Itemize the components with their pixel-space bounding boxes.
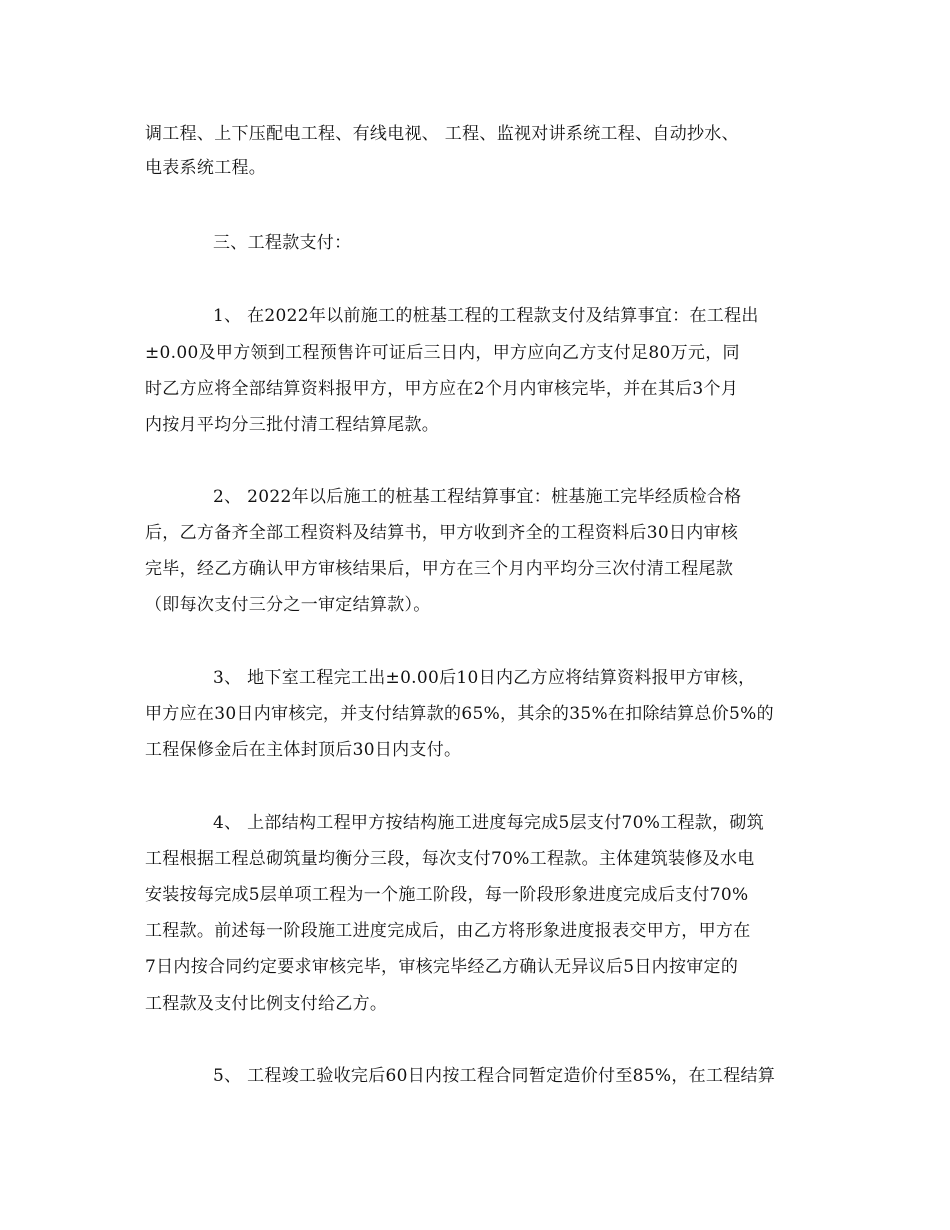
- text-line: 工程保修金后在主体封顶后30日内支付。: [145, 740, 462, 760]
- text-line: 3、 地下室工程完工出±0.00后10日内乙方应将结算资料报甲方审核，: [213, 668, 756, 688]
- text-line: 甲方应在30日内审核完，并支付结算款的65%，其余的35%在扣除结算总价5%的: [145, 704, 774, 724]
- text-line: 完毕，经乙方确认甲方审核结果后，甲方在三个月内平均分三次付清工程尾款: [145, 559, 734, 579]
- text-line: 工程款及支付比例支付给乙方。: [145, 994, 388, 1014]
- text-line: 1、 在2022年以前施工的桩基工程的工程款支付及结算事宜：在工程出: [213, 306, 759, 326]
- text-line: 后，乙方备齐全部工程资料及结算书，甲方收到齐全的工程资料后30日内审核: [145, 523, 739, 543]
- text-line: 7日内按合同约定要求审核完毕，审核完毕经乙方确认无异议后5日内按审定的: [145, 957, 739, 977]
- text-line: 工程根据工程总砌筑量均衡分三段，每次支付70%工程款。主体建筑装修及水电: [145, 849, 755, 869]
- section-heading: 三、工程款支付：: [213, 233, 352, 253]
- text-line: 安装按每完成5层单项工程为一个施工阶段，每一阶段形象进度完成后支付70%: [145, 885, 749, 905]
- text-line: ±0.00及甲方领到工程预售许可证后三日内，甲方应向乙方支付足80万元，同: [145, 343, 740, 363]
- text-line: 调工程、上下压配电工程、有线电视、 工程、监视对讲系统工程、自动抄水、: [145, 124, 739, 144]
- text-line: （即每次支付三分之一审定结算款）。: [145, 595, 431, 615]
- text-line: 2、 2022年以后施工的桩基工程结算事宜：桩基施工完毕经质检合格: [213, 487, 742, 507]
- text-line: 5、 工程竣工验收完后60日内按工程合同暂定造价付至85%，在工程结算: [213, 1066, 776, 1086]
- text-line: 时乙方应将全部结算资料报甲方，甲方应在2个月内审核完毕，并在其后3个月: [145, 379, 739, 399]
- text-line: 内按月平均分三批付清工程结算尾款。: [145, 415, 440, 435]
- text-line: 4、 上部结构工程甲方按结构施工进度每完成5层支付70%工程款，砌筑: [213, 813, 765, 833]
- text-line: 电表系统工程。: [145, 158, 267, 178]
- text-line: 工程款。前述每一阶段施工进度完成后，由乙方将形象进度报表交甲方，甲方在: [145, 921, 751, 941]
